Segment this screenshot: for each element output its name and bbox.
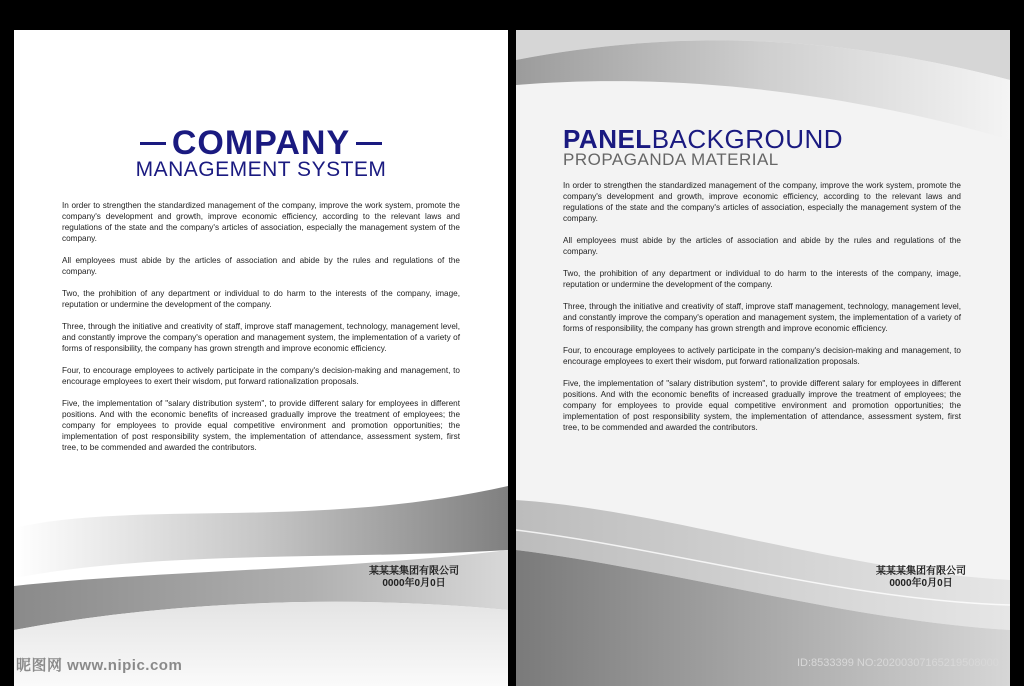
title-dash-right <box>356 142 382 145</box>
left-paragraph: All employees must abide by the articles of association and abide by the rules and regulations of the company. <box>62 256 460 276</box>
right-date: 0000年0月0日 <box>889 578 953 589</box>
right-body-text <box>563 180 961 444</box>
left-paragraph: Five, the implementation of "salary distribution system", to provide different salary for employees in different positions. And with the economic benefits of increased gradually improve the treatment of employees; the company for employees to provide equal competitive environment and promotion opportunities; the implementation of post responsibility system, the implementation of attendance, assessment system, first tree, to be commended and awarded the contributors. <box>62 399 460 452</box>
right-title-bold: PANEL <box>563 124 652 154</box>
left-body-text <box>62 200 460 464</box>
left-company-name: 某某某集团有限公司 <box>369 566 459 577</box>
right-paragraph: Five, the implementation of "salary distribution system", to provide different salary for employees in different positions. And with the economic benefits of increased gradually improve the treatment of employees; the company for employees to provide equal competitive environment and promotion opportunities; the implementation of post responsibility system, the implementation of attendance, assessment system, first tree, to be commended and awarded the contributors. <box>563 379 961 432</box>
right-company-block <box>861 566 981 590</box>
left-paragraph: Three, through the initiative and creativity of staff, improve staff management, technology, management level, and constantly improve the company's operation and management system, the implementation of a variety of forms of responsibility, the company has grown strength and improve economic efficiency. <box>62 322 460 353</box>
right-paragraph: In order to strengthen the standardized management of the company, improve the work system, promote the company's development and growth, improve economic efficiency, according to the relevant laws and regulations of the state and the company's articles of association, especially the management system of the company. <box>563 181 961 223</box>
right-page <box>516 30 1010 686</box>
left-paragraph: In order to strengthen the standardized management of the company, improve the work system, promote the company's development and growth, improve economic efficiency, according to the relevant laws and regulations of the state and the company's articles of association, especially the management system of the company. <box>62 201 460 243</box>
watermark-left: 昵图网 www.nipic.com <box>16 657 183 674</box>
right-paragraph: Two, the prohibition of any department or individual to do harm to the interests of the company, image, reputation or undermine the development of the company. <box>563 269 961 289</box>
left-paragraph: Two, the prohibition of any department or individual to do harm to the interests of the company, image, reputation or undermine the development of the company. <box>62 289 460 309</box>
left-title: COMPANY <box>171 124 351 162</box>
title-dash-left <box>140 142 166 145</box>
left-date: 0000年0月0日 <box>382 578 446 589</box>
watermark-right: ID:8533399 NO:20200307165219508000 <box>797 657 999 669</box>
right-title-light: BACKGROUND <box>651 124 844 154</box>
right-paragraph: Four, to encourage employees to actively participate in the company's decision-making and management, to encourage employees to exert their wisdom, put forward rationalization proposals. <box>563 346 961 366</box>
right-company-name: 某某某集团有限公司 <box>876 566 966 577</box>
right-paragraph: Three, through the initiative and creativity of staff, improve staff management, technology, management level, and constantly improve the company's operation and management system, the implementation of a variety of forms of responsibility, the company has grown strength and improve economic efficiency. <box>563 302 961 333</box>
left-page <box>14 30 508 686</box>
right-subtitle: PROPAGANDA MATERIAL <box>563 150 779 169</box>
left-subtitle: MANAGEMENT SYSTEM <box>135 158 387 181</box>
left-company-block <box>354 566 474 590</box>
left-paragraph: Four, to encourage employees to actively participate in the company's decision-making and management, to encourage employees to exert their wisdom, put forward rationalization proposals. <box>62 366 460 386</box>
right-paragraph: All employees must abide by the articles of association and abide by the rules and regulations of the company. <box>563 236 961 256</box>
